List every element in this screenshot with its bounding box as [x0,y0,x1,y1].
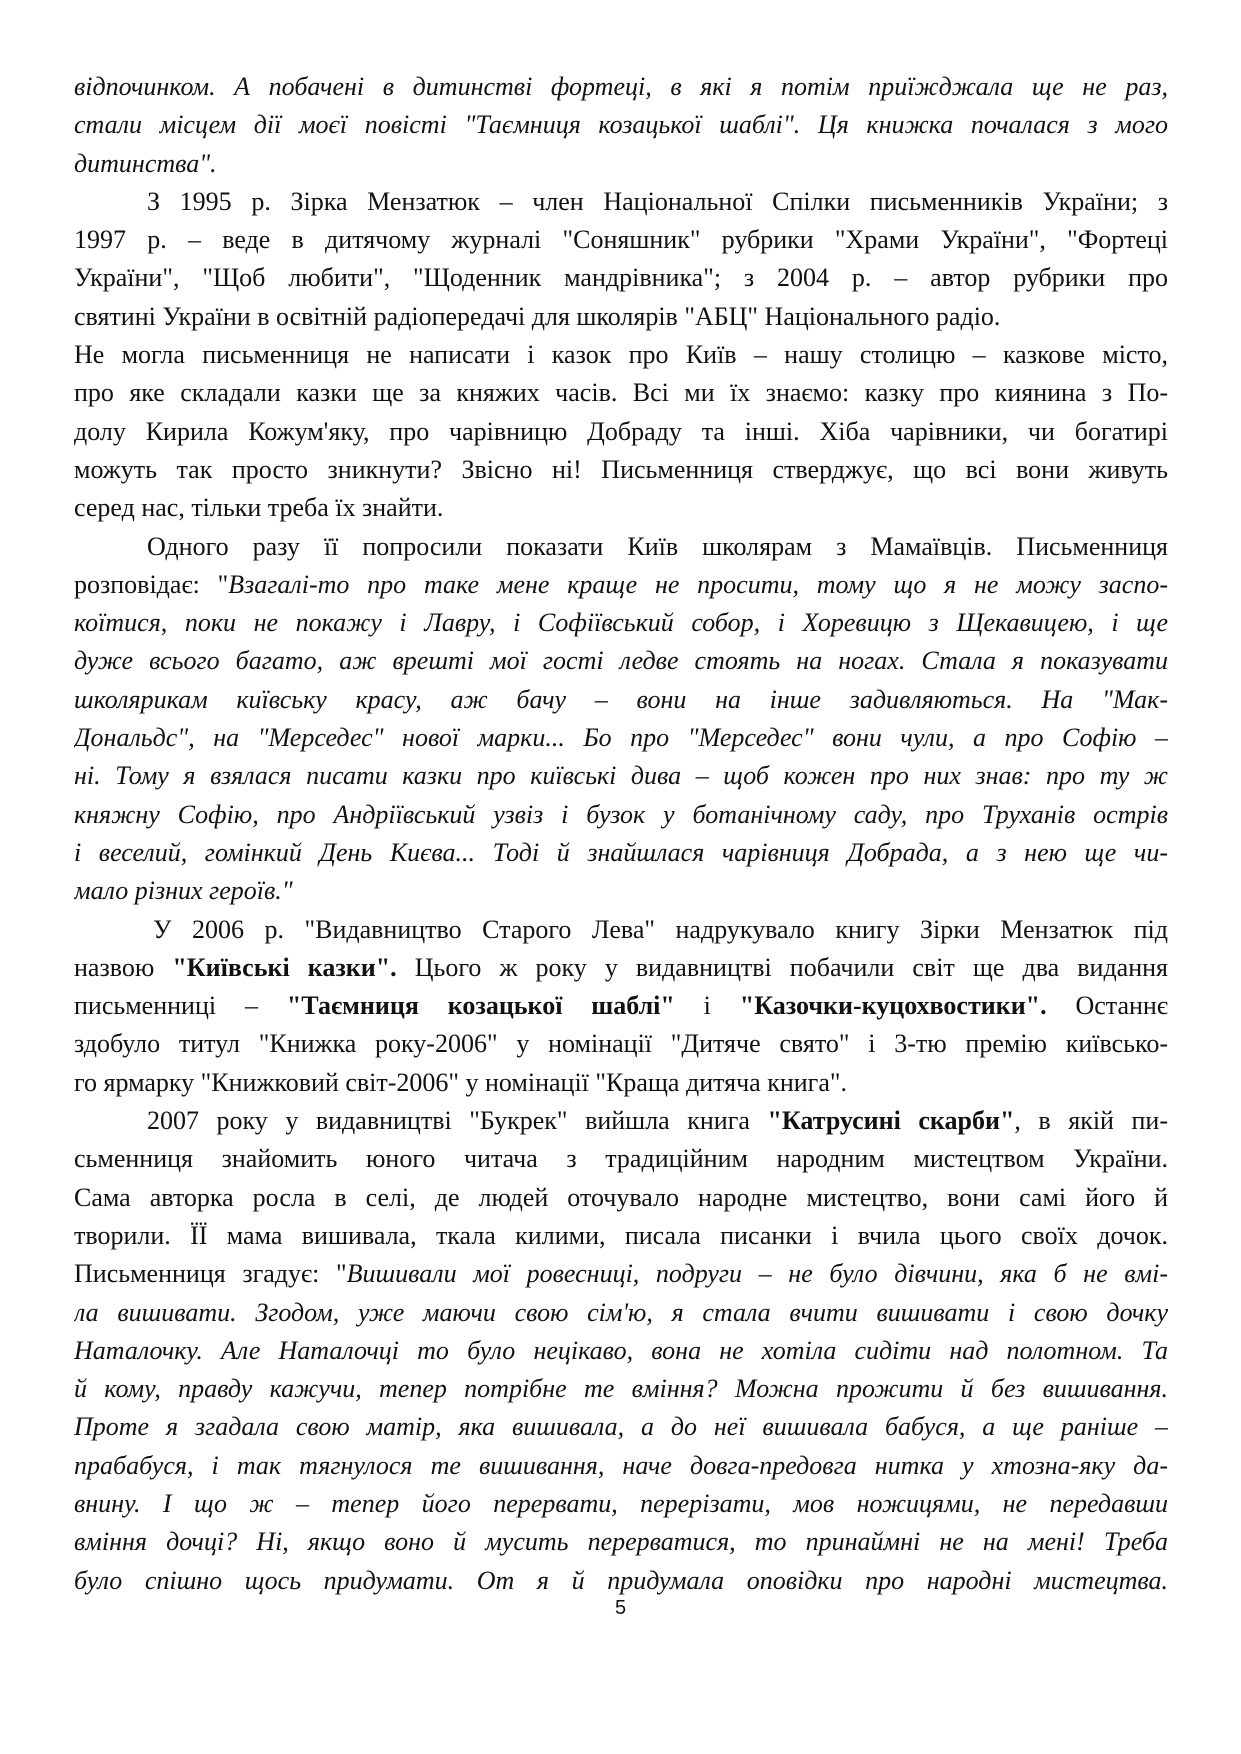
text-line [74,987,1168,1025]
text-span: письменниці – [74,991,287,1021]
text-line [74,1255,1168,1293]
text-line [74,604,1168,642]
italic-text: дитинства". [74,148,217,178]
text-line [74,1025,1168,1063]
text-span: про яке складали казки ще за княжих часів. Всі ми їх знаємо: казку про киянина з По- [74,378,1168,408]
italic-text: ла вишивати. Згодом, уже маючи свою сім'ю, я стала вчити вишивати і свою дочку [74,1297,1168,1327]
text-span: долу Кирила Кожум'яку, про чарівницю Добраду та інші. Хіба чарівники, чи богатирі [74,416,1168,446]
text-line [74,451,1168,489]
bold-text: "Катрусині скарби" [767,1106,1015,1136]
italic-text: Наталочку. Але Наталочці то було нецікаво, вона не хотіла сидіти над полотном. Та [74,1335,1168,1365]
text-span: го ярмарку "Книжковий світ-2006" у номінації "Краща дитяча книга". [74,1067,847,1097]
text-span: творили. ЇЇ мама вишивала, ткала килими, писала писанки і вчила цього своїх дочок. [74,1220,1168,1250]
text-span: 2007 року у видавництві "Букрек" вийшла книга [147,1106,768,1136]
italic-text: коїтися, поки не покажу і Лавру, і Софіївський собор, і Хоревицю з Щекавицею, і ще [74,608,1168,638]
text-line [74,298,1168,336]
text-span: і [674,991,740,1021]
text-line [74,183,1168,221]
text-line [74,259,1168,297]
text-line [74,834,1168,872]
italic-text: ні. Тому я взялася писати казки про київські дива – щоб кожен про них знав: про ту ж [74,761,1168,791]
italic-text: стали місцем дії моєї повісті "Таємниця козацької шаблі". Ця книжка почалася з мого [74,110,1168,140]
text-line [74,221,1168,259]
italic-text: дуже всього багато, аж врешті мої гості ледве стоять на ногах. Стала я показувати [74,646,1168,676]
italic-text: внину. І що ж – тепер його перервати, перерізати, мов ножицями, не передавши [74,1488,1168,1518]
text-line [74,489,1168,527]
italic-text: княжну Софію, про Андріївський узвіз і бузок у ботанічному саду, про Труханів острів [74,799,1168,829]
text-line [74,911,1168,949]
italic-text: і веселий, гомінкий День Києва... Тоді й знайшлася чарівниця Добрада, а з нею ще чи- [74,837,1168,867]
text-line [74,1485,1168,1523]
text-span: Сама авторка росла в селі, де людей оточувало народне мистецтво, вони самі його й [74,1182,1168,1212]
text-line [74,1217,1168,1255]
italic-text: мало різних героїв." [74,876,293,906]
text-line [74,566,1168,604]
text-span: можуть так просто зникнути? Звісно ні! Письменниця стверджує, що всі вони живуть [74,454,1168,484]
italic-text: Взагалі-то про таке мене краще не просити, тому що я не можу заспо- [228,569,1168,599]
text-line [74,872,1168,910]
text-line [74,106,1168,144]
text-span: Одного разу її попросили показати Київ школярам з Мамаївців. Письменниця [147,531,1168,561]
bold-text: "Київські казки". [172,952,397,982]
text-line [74,1562,1168,1600]
text-line [74,68,1168,106]
bold-text: "Казочки-куцохвостики". [739,991,1047,1021]
text-line [74,336,1168,374]
text-span: 1997 р. – веде в дитячому журналі "Соняшник" рубрики "Храми України", "Фортеці [74,225,1168,255]
text-line [74,757,1168,795]
text-line [74,374,1168,412]
text-line [74,1523,1168,1561]
text-span: Письменниця згадує: " [74,1259,347,1289]
text-line [74,1064,1168,1102]
text-span: святині України в освітній радіопередачі для школярів "АБЦ" Національного радіо. [74,301,1001,331]
text-line [74,1447,1168,1485]
page-number: 5 [614,1597,627,1619]
italic-text: Дональдс", на "Мерседес" нової марки... Бо про "Мерседес" вони чули, а про Софію – [74,723,1168,753]
text-span: розповідає: " [74,569,229,599]
document-body [74,68,1168,1600]
italic-text: відпочинком. А побачені в дитинстві фортеці, в які я потім приїжджала ще не раз, [74,72,1168,101]
text-span: Цього ж року у видавництві побачили світ ще два видання [396,952,1168,982]
text-span: Не могла письменниця не написати і казок про Київ – нашу столицю – казкове місто, [74,340,1168,370]
text-line [74,1140,1168,1178]
text-line [74,796,1168,834]
text-line [74,1294,1168,1332]
italic-text: Вишивали мої ровесниці, подруги – не було дівчини, яка б не вмі- [346,1259,1168,1289]
italic-text: Проте я згадала свою матір, яка вишивала, а до неї вишивала бабуся, а ще раніше – [74,1412,1168,1442]
text-line [74,1332,1168,1370]
bold-text: "Таємниця козацької шаблі" [286,991,675,1021]
text-line [74,1370,1168,1408]
text-line [74,1179,1168,1217]
text-line [74,413,1168,451]
text-span: У 2006 р. "Видавництво Старого Лева" надрукувало книгу Зірки Мензатюк під [153,914,1168,944]
text-span: України", "Щоб любити", "Щоденник мандрівника"; з 2004 р. – автор рубрики про [74,263,1168,293]
italic-text: було спішно щось придумати. От я й придумала оповідки про народні мистецтва. [74,1565,1168,1595]
text-span: З 1995 р. Зірка Мензатюк – член Національної Спілки письменників України; з [147,186,1168,216]
text-line [74,145,1168,183]
text-span: , в якій пи- [1014,1106,1168,1136]
text-span: Останнє [1046,991,1168,1021]
text-span: серед нас, тільки треба їх знайти. [74,493,444,523]
text-line [74,719,1168,757]
text-line [74,1408,1168,1446]
text-span: сьменниця знайомить юного читача з традиційним народним мистецтвом України. [74,1144,1168,1174]
text-span: назвою [74,952,173,982]
italic-text: й кому, правду кажучи, тепер потрібне те вміння? Можна прожити й без вишивання. [74,1374,1168,1404]
italic-text: школярикам київську красу, аж бачу – вони на інше задивляються. На "Мак- [74,684,1168,714]
text-line [74,949,1168,987]
text-line [74,1102,1168,1140]
italic-text: прабабуся, і так тягнулося те вишивання, наче довга-предовга нитка у хтозна-яку да- [74,1450,1168,1480]
text-line [74,642,1168,680]
italic-text: вміння дочці? Ні, якщо воно й мусить перерватися, то принаймні не на мені! Треба [74,1527,1168,1557]
text-line [74,681,1168,719]
text-span: здобуло титул "Книжка року-2006" у номінації "Дитяче свято" і 3-тю премію київсько- [74,1029,1168,1059]
text-line [74,528,1168,566]
